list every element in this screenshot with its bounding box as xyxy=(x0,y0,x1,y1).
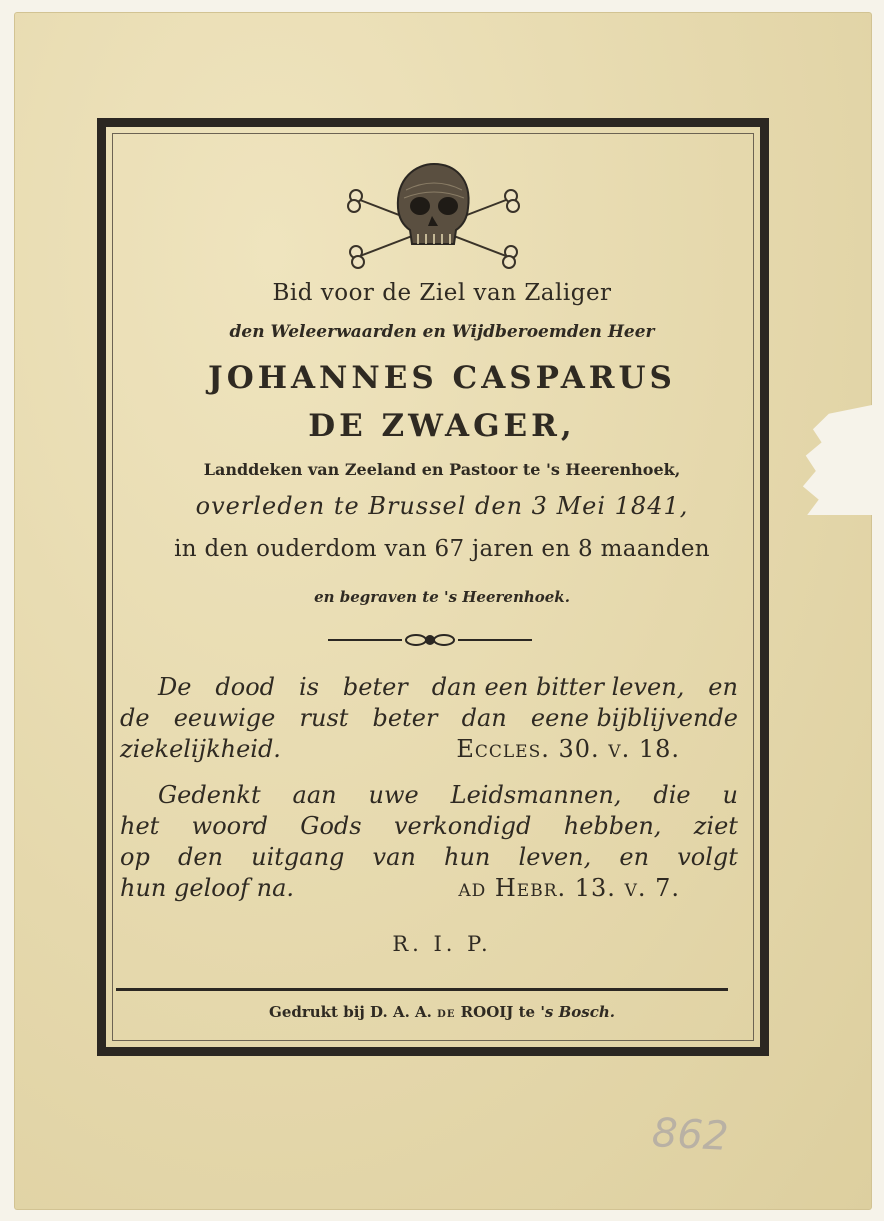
quote-line: op den uitgang van hun leven, en volgt xyxy=(120,843,738,871)
quote-line: de eeuwige rust beter dan eene bijblijvende xyxy=(120,704,738,732)
rip-text: R. I. P. xyxy=(392,932,492,956)
quote-line: ziekelijkheid. Eccles. 30. v. 18. xyxy=(120,734,738,765)
scripture-reference: Eccles. 30. v. 18. xyxy=(456,735,680,763)
printer-line: Gedrukt bij D. A. A. DE ROOIJ te 's Bosch. xyxy=(269,1003,615,1021)
age-line: in den ouderdom van 67 jaren en 8 maanden xyxy=(174,536,710,562)
quote-line: het woord Gods verkondigd hebben, ziet xyxy=(120,812,738,840)
ornament-divider-icon xyxy=(328,630,532,650)
burial-line: en begraven te 's Heerenhoek. xyxy=(314,588,570,606)
name-line-1: JOHANNES CASPARUS xyxy=(208,360,676,396)
heading: Bid voor de Ziel van Zaliger xyxy=(272,280,612,306)
quote-line: De dood is beter dan een bitter leven, en xyxy=(158,673,738,701)
title-line: Landdeken van Zeeland en Pastoor te 's Heerenhoek, xyxy=(203,460,681,479)
quote-line: hun geloof na. ad Hebr. 13. v. 7. xyxy=(120,873,738,904)
pencil-inventory-number: 862 xyxy=(650,1110,730,1160)
quote-line: Gedenkt aan uwe Leidsmannen, die u xyxy=(158,781,738,809)
name-line-2: DE ZWAGER, xyxy=(308,408,576,444)
scripture-reference: ad Hebr. 13. v. 7. xyxy=(458,874,680,902)
quote-ecclesiasticus xyxy=(120,672,738,765)
death-line: overleden te Brussel den 3 Mei 1841, xyxy=(195,492,689,520)
quote-hebrews xyxy=(120,780,738,904)
skull-crossbones-icon xyxy=(346,160,521,270)
subheading: den Weleerwaarden en Wijdberoemden Heer xyxy=(229,322,655,342)
printer-rule xyxy=(116,988,728,991)
